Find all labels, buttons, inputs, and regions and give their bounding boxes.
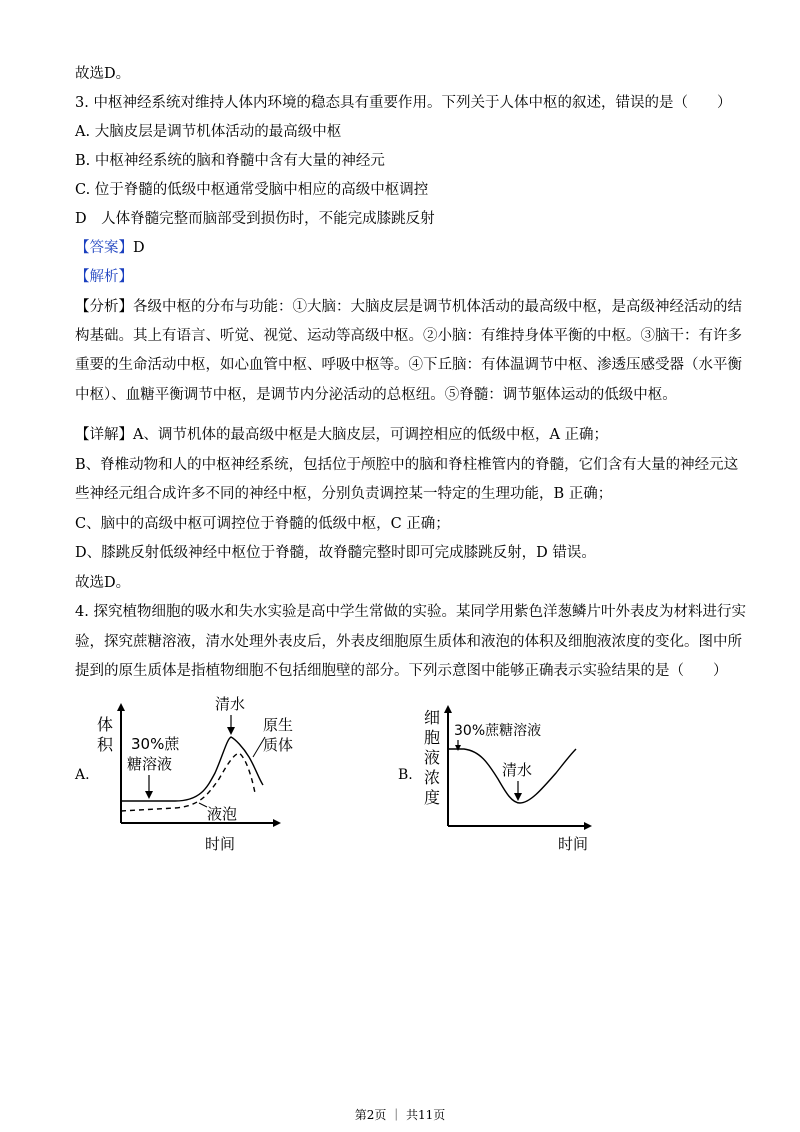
y-label-char: 浓	[424, 768, 441, 787]
answer-tag: 【答案】	[75, 240, 133, 256]
detail-line: D、膝跳反射低级神经中枢位于脊髓，故脊髓完整时即可完成膝跳反射，D 错误。	[75, 545, 596, 561]
water-label: 清水	[215, 695, 246, 713]
x-label: 时间	[205, 835, 236, 853]
figure-a-option: A.	[75, 767, 90, 783]
y-label-char: 胞	[424, 728, 441, 747]
sucrose-label: 30%蔗	[131, 735, 180, 753]
protoplast-label: 原生	[263, 716, 294, 734]
figure-b-diagram	[418, 693, 608, 853]
analysis-line: 构基础。其上有语言、听觉、视觉、运动等高级中枢。②小脑：有维持身体平衡的中枢。③脑干：有许多	[75, 328, 742, 344]
option-c: C. 位于脊髓的低级中枢通常受脑中相应的高级中枢调控	[75, 182, 429, 198]
detail-line: 些神经元组合成许多不同的神经中枢，分别负责调控某一特定的生理功能，B 正确；	[75, 486, 613, 502]
option-a: A. 大脑皮层是调节机体活动的最高级中枢	[75, 124, 342, 140]
detail-line: 故选D。	[75, 575, 131, 591]
analysis-line: 【分析】各级中枢的分布与功能：①大脑：大脑皮层是调节机体活动的最高级中枢，是高级神经活动的结	[75, 299, 742, 315]
detail-line: C、脑中的高级中枢可调控位于脊髓的低级中枢，C 正确；	[75, 516, 450, 532]
page-footer: 第2页 ｜ 共11页	[354, 1108, 446, 1122]
question-4-stem: 验，探究蔗糖溶液，清水处理外表皮后，外表皮细胞原生质体和液泡的体积及细胞液浓度的变化。图中所	[75, 634, 742, 650]
x-axis-arrow	[584, 822, 592, 830]
protoplast-label: 质体	[263, 736, 294, 754]
detail-line: B、脊椎动物和人的中枢神经系统，包括位于颅腔中的脑和脊柱椎管内的脊髓，它们含有大量的神经元这	[75, 457, 739, 473]
question-4-stem: 4. 探究植物细胞的吸水和失水实验是高中学生常做的实验。某同学用紫色洋葱鳞片叶外表皮为材料进行实	[75, 604, 746, 620]
option-d: D 人体脊髓完整而脑部受到损伤时，不能完成膝跳反射	[75, 211, 435, 227]
x-label: 时间	[558, 835, 589, 853]
answer-value: D	[133, 240, 145, 256]
y-label-char: 积	[97, 735, 114, 754]
question-4-stem: 提到的原生质体是指植物细胞不包括细胞壁的部分。下列示意图中能够正确表示实验结果的是（ ）	[75, 663, 728, 679]
vacuole-label: 液泡	[207, 805, 238, 823]
y-label-char: 体	[97, 715, 114, 734]
vacuole-pointer	[199, 803, 207, 807]
figure-b-option: B.	[398, 767, 413, 783]
analysis-line: 中枢）、血糖平衡调节中枢，是调节内分泌活动的总枢纽。⑤脊髓：调节躯体运动的低级中枢。	[75, 387, 677, 403]
x-axis-arrow	[273, 819, 281, 827]
sucrose-label: 30%蔗糖溶液	[454, 723, 542, 739]
analysis-line: 重要的生命活动中枢，如心血管中枢、呼吸中枢等。④下丘脑：有体温调节中枢、渗透压感受器（水平衡	[75, 357, 742, 373]
option-b: B. 中枢神经系统的脑和脊髓中含有大量的神经元	[75, 153, 385, 169]
y-axis-arrow	[444, 705, 452, 713]
figure-a-diagram	[95, 693, 295, 853]
water-label: 清水	[502, 761, 533, 779]
analysis-tag: 【解析】	[75, 269, 133, 285]
sucrose-label: 糖溶液	[127, 755, 173, 773]
y-label-char: 液	[424, 748, 441, 767]
detail-line: 【详解】A、调节机体的最高级中枢是大脑皮层，可调控相应的低级中枢，A 正确；	[75, 427, 609, 443]
y-axis-arrow	[117, 703, 125, 711]
text-line: 故选D。	[75, 66, 131, 82]
y-label-char: 细	[424, 708, 441, 727]
answer-line	[75, 238, 145, 258]
y-label-char: 度	[424, 788, 441, 807]
question-3-stem: 3. 中枢神经系统对维持人体内环境的稳态具有重要作用。下列关于人体中枢的叙述，错误的是（ ）	[75, 95, 732, 111]
